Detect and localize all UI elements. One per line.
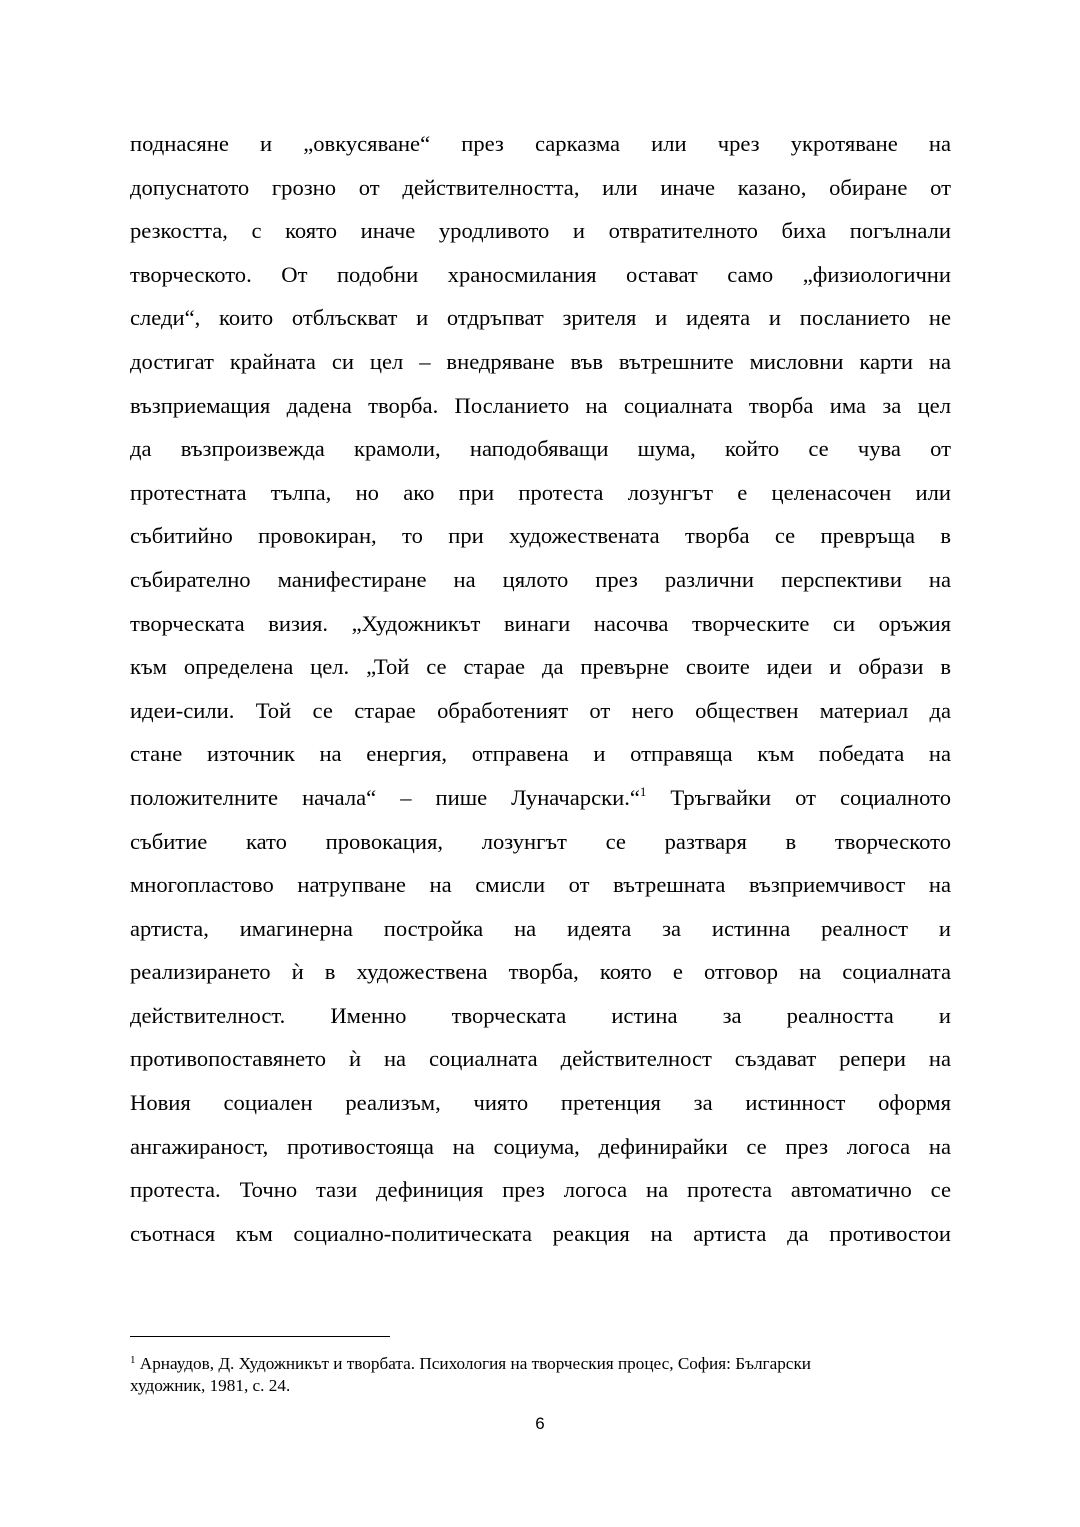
text-line: многопластово натрупване на смисли от вътрешната възприемчивост на <box>130 872 951 898</box>
text-line: ангажираност, противостояща на социума, дефинирайки се през логоса на <box>130 1133 951 1159</box>
text-line: събитие като провокация, лозунгът се разтваря в творческото <box>130 828 951 854</box>
text-line: идеи-сили. Той се старае обработеният от него обществен материал да <box>130 697 951 723</box>
page-number: 6 <box>535 1414 545 1433</box>
text-line: поднасяне и „овкусяване“ през сарказма или чрез укротяване на <box>130 131 951 156</box>
text-line: творческата визия. „Художникът винаги насочва творческите си оръжия <box>130 610 951 636</box>
footnote-reference[interactable]: 1 <box>639 783 647 799</box>
text-line: към определена цел. „Той се старае да превърне своите идеи и образи в <box>130 654 951 680</box>
text-line: съотнася към социално-политическата реакция на артиста да противостои <box>130 1220 951 1246</box>
text-line: да възпроизвежда крамоли, наподобяващи шума, който се чува от <box>130 436 951 462</box>
text-fragment: Тръгвайки от социалното <box>646 784 951 810</box>
footnote <box>130 1353 951 1397</box>
text-line: възприемащия дадена творба. Посланието на социалната творба има за цел <box>130 392 951 418</box>
footnote-separator <box>130 1336 390 1337</box>
footnote-number: 1 <box>130 1354 136 1366</box>
text-line-with-footnote-ref <box>130 776 951 820</box>
text-line: творческото. От подобни храносмилания остават само „физиологични <box>130 261 951 287</box>
text-line: стане източник на енергия, отправена и отправяща към победата на <box>130 741 951 767</box>
text-line: следи“, които отблъскват и отдръпват зрителя и идеята и посланието не <box>130 305 951 331</box>
text-fragment: положителните начала“ – пише Луначарски.“ <box>130 784 640 810</box>
text-line: протеста. Точно тази дефиниция през логоса на протеста автоматично се <box>130 1177 951 1203</box>
text-line: артиста, имагинерна постройка на идеята за истинна реалност и <box>130 915 951 941</box>
text-line: събитийно провокиран, то при художествената творба се превръща в <box>130 523 951 549</box>
text-line: достигат крайната си цел – внедряване във вътрешните мисловни карти на <box>130 348 951 374</box>
text-line: действителност. Именно творческата истина за реалността и <box>130 1002 951 1028</box>
text-line: допуснатото грозно от действителността, или иначе казано, обиране от <box>130 174 951 200</box>
text-line: протестната тълпа, но ако при протеста лозунгът е целенасочен или <box>130 479 951 505</box>
text-line: Новия социален реализъм, чиято претенция за истинност оформя <box>130 1090 951 1116</box>
footnote-line <box>130 1353 951 1375</box>
text-line: резкостта, с която иначе уродливото и отвратителното биха погълнали <box>130 218 951 244</box>
body-paragraph <box>130 122 951 1255</box>
text-line: събирателно манифестиране на цялото през различни перспективи на <box>130 566 951 592</box>
footnote-line: художник, 1981, с. 24. <box>130 1376 291 1395</box>
text-line: противопоставянето ѝ на социалната действителност създават репери на <box>130 1046 951 1072</box>
footnote-text: Арнаудов, Д. Художникът и творбата. Психология на творческия процес, София: Български <box>135 1354 811 1373</box>
text-line: реализирането ѝ в художествена творба, която е отговор на социалната <box>130 959 951 985</box>
